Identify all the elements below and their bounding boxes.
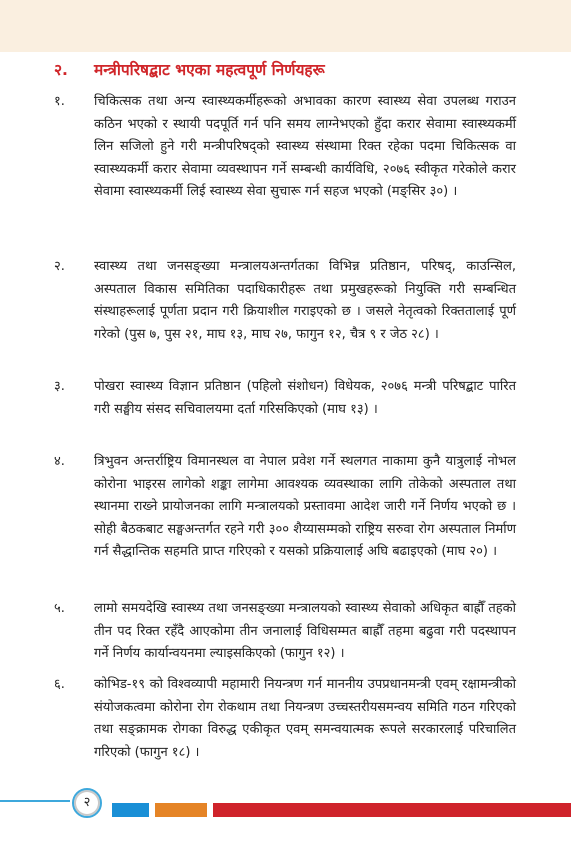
item-text: पोखरा स्वास्थ्य विज्ञान प्रतिष्ठान (पहिलो संशोधन) विधेयक, २०७६ मन्त्री परिषद्बाट पारित गरी सङ्घीय संसद सचिवालयमा दर्ता गरिसकिएको (माघ १३) ।: [94, 379, 516, 417]
footer-line: [0, 800, 70, 802]
footer-bar-red: [213, 803, 571, 817]
page-number: २: [72, 788, 102, 818]
footer-bar-orange: [155, 803, 207, 817]
item-text: चिकित्सक तथा अन्य स्वास्थ्यकर्मीहरूको अभावका कारण स्वास्थ्य सेवा उपलब्ध गराउन कठिन भएको र स्थायी पदपूर्ति गर्न पनि समय लाग्नेभएको हुँदा करार सेवामा स्वास्थ्यकर्मी लिन सजिलो हुने गरी मन्त्रीपरिषद्को स्वास्थ्य संस्थामा रिक्त रहेका पदमा चिकित्सक वा स्वास्थ्यकर्मी करार सेवामा व्यवस्थापन गर्ने सम्बन्धी कार्यविधि, २०७६ स्वीकृत गरेकोले करार सेवामा स्वास्थ्यकर्मी लिई स्वास्थ्य सेवा सुचारू गर्न सहज भएको (मङ्सिर ३०) ।: [94, 94, 516, 199]
item-text: लामो समयदेखि स्वास्थ्य तथा जनसङ्ख्या मन्त्रालयको स्वास्थ्य सेवाको अधिकृत बाह्रौँ तहको तीन पद रिक्त रहँदै आएकोमा तीन जनालाई विधिसम्मत बाह्रौँ तहमा बढुवा गरी पदस्थापन गर्ने निर्णय कार्यान्वयनमा ल्याइसकिएको (फागुन १२) ।: [94, 601, 516, 661]
section-number: २.: [54, 61, 68, 79]
item-number: २.: [54, 259, 65, 274]
item-number: १.: [54, 94, 65, 109]
item-number: ४.: [54, 454, 65, 469]
item-number: ६.: [54, 677, 65, 692]
footer-bar-blue: [112, 803, 149, 817]
item-number: ५.: [54, 601, 65, 616]
top-decorative-band: [0, 0, 571, 52]
item-text: स्वास्थ्य तथा जनसङ्ख्या मन्त्रालयअन्तर्गतका विभिन्न प्रतिष्ठान, परिषद्, काउन्सिल, अस्पताल विकास समितिका पदाधिकारीहरू तथा प्रमुखहरूको नियुक्ति गरी सम्बन्धित संस्थाहरूलाई पूर्णता प्रदान गरी क्रियाशील गराइएको छ । जसले नेतृत्वको रिक्ततालाई पूर्ण गरेको (पुस ७, पुस २१, माघ १३, माघ २७, फागुन १२, चैत्र ९ र जेठ २८) ।: [94, 259, 516, 342]
section-heading: [54, 58, 554, 80]
section-title: मन्त्रीपरिषद्बाट भएका महत्वपूर्ण निर्णयहरू: [94, 61, 325, 79]
item-number: ३.: [54, 379, 65, 394]
item-text: त्रिभुवन अन्तर्राष्ट्रिय विमानस्थल वा नेपाल प्रवेश गर्ने स्थलगत नाकामा कुनै यात्रुलाई नोभल कोरोना भाइरस लागेको शङ्का लागेमा आवश्यक व्यवस्थाका लागि तोकेको अस्पताल तथा स्थानमा राख्ने प्रायोजनका लागि मन्त्रालयको प्रस्तावमा आदेश जारी गर्ने निर्णय भएको छ । सोही बैठकबाट सङ्घअन्तर्गत रहने गरी ३०० शैय्यासम्मको राष्ट्रिय सरुवा रोग अस्पताल निर्माण गर्न सैद्धान्तिक सहमति प्राप्त गरिएको र यसको प्रक्रियालाई अघि बढाइएको (माघ २०) ।: [94, 454, 516, 559]
item-text: कोभिड-१९ को विश्वव्यापी महामारी नियन्त्रण गर्न माननीय उपप्रधानमन्त्री एवम् रक्षामन्त्रीको संयोजकत्वमा कोरोना रोग रोकथाम तथा नियन्त्रण उच्चस्तरीयसमन्वय समिति गठन गरिएको तथा सङ्क्रामक रोगका विरुद्ध एकीकृत एवम् समन्वयात्मक रूपले सरकारलाई परिचालित गरिएको (फागुन १८) ।: [94, 677, 516, 760]
